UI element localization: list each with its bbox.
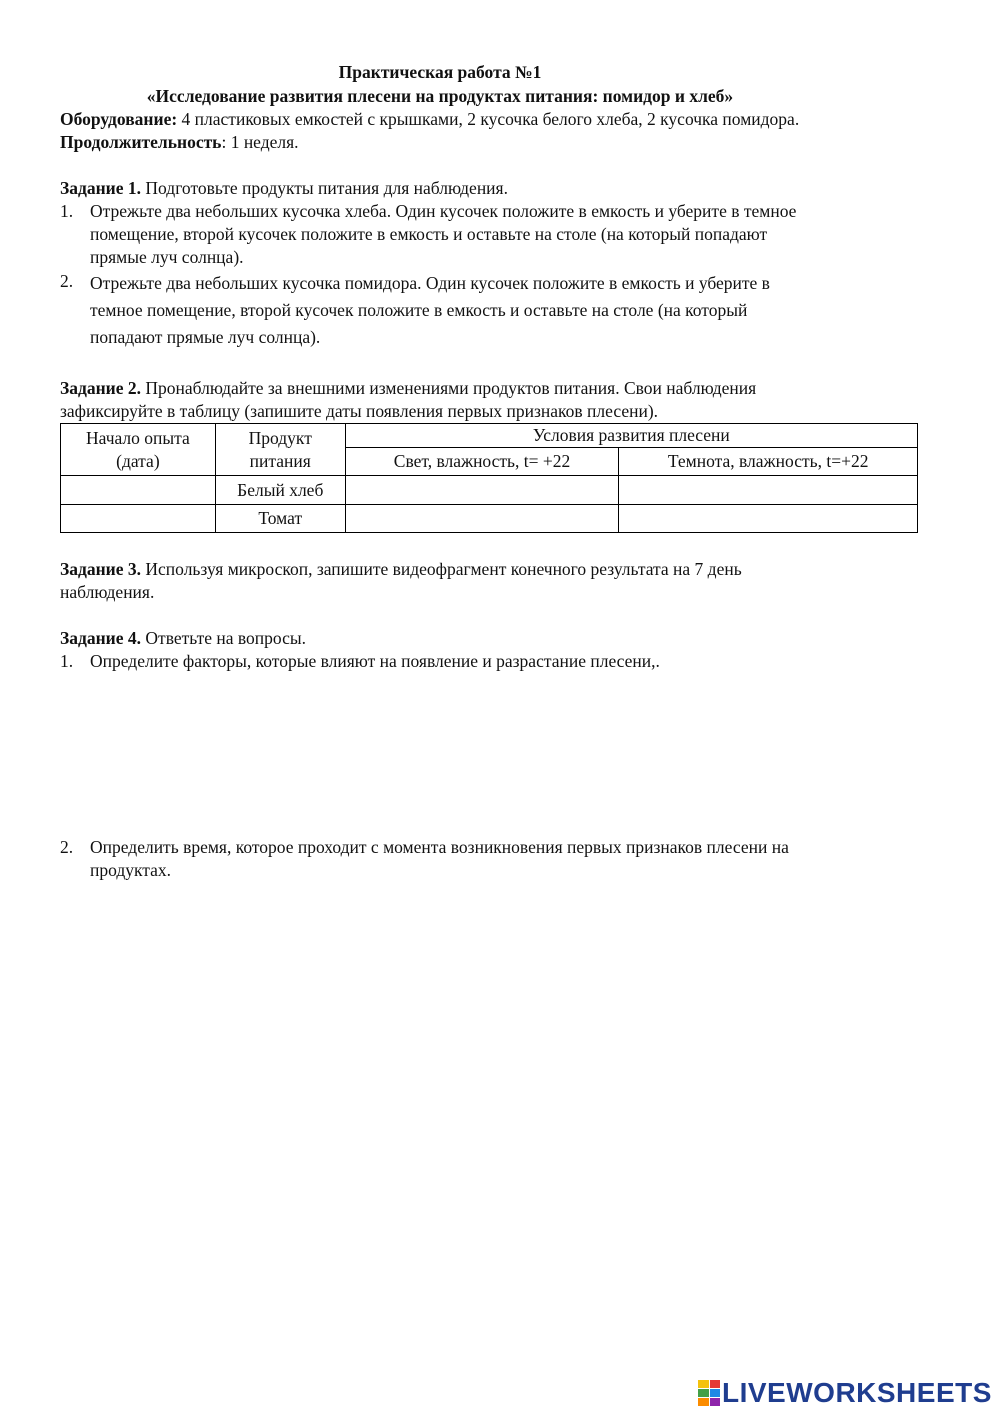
header-dark: Темнота, влажность, t=+22 bbox=[619, 448, 918, 476]
task1-item-number: 1. bbox=[60, 201, 74, 221]
header-product-line: Продукт bbox=[248, 427, 312, 448]
header-product-line: питания bbox=[249, 450, 311, 471]
header-conditions: Условия развития плесени bbox=[345, 424, 917, 448]
task1-item-line: темное помещение, второй кусочек положите в емкость и оставьте на столе (на который bbox=[90, 300, 748, 320]
task3-text-2: наблюдения. bbox=[60, 582, 155, 602]
cell-start-date-input[interactable] bbox=[61, 476, 216, 505]
duration-text: : 1 неделя. bbox=[221, 132, 299, 152]
task4-text: Ответьте на вопросы. bbox=[141, 628, 306, 648]
question-2-line: Определить время, которое проходит с момента возникновения первых признаков плесени на bbox=[90, 837, 789, 857]
liveworksheets-logo bbox=[698, 1376, 992, 1410]
equipment-label: Оборудование: bbox=[60, 109, 178, 129]
task1-item-line: Отрежьте два небольших кусочка помидора. Один кусочек положите в емкость и уберите в bbox=[90, 273, 770, 293]
task4-label: Задание 4. bbox=[60, 628, 142, 648]
page-title: Практическая работа №1 bbox=[338, 62, 542, 82]
task4-heading bbox=[60, 627, 306, 649]
page-subtitle: «Исследование развития плесени на продуктах питания: помидор и хлеб» bbox=[146, 86, 734, 106]
cell-dark-input[interactable] bbox=[619, 476, 918, 505]
task1-item-line: помещение, второй кусочек положите в емкость и оставьте на столе (на который попадают bbox=[90, 224, 768, 244]
observation-table bbox=[60, 423, 918, 533]
header-start-line: (дата) bbox=[116, 450, 160, 471]
cell-light-input[interactable] bbox=[345, 505, 619, 533]
task1-item bbox=[90, 270, 930, 351]
task2-heading bbox=[60, 377, 756, 399]
liveworksheets-logo-icon bbox=[698, 1380, 720, 1406]
row-product-label: Томат bbox=[215, 505, 345, 533]
task1-item-line: попадают прямые луч солнца). bbox=[90, 327, 321, 347]
task1-item bbox=[90, 200, 930, 269]
cell-start-date-input[interactable] bbox=[61, 505, 216, 533]
question-2 bbox=[90, 836, 930, 882]
task2-text-2: зафиксируйте в таблицу (запишите даты появления первых признаков плесени). bbox=[60, 401, 659, 421]
task1-item-number: 2. bbox=[60, 271, 74, 291]
header-start-line: Начало опыта bbox=[86, 427, 190, 448]
question-1: Определите факторы, которые влияют на появление и разрастание плесени,. bbox=[90, 651, 660, 671]
task3-label: Задание 3. bbox=[60, 559, 142, 579]
answer-area-1[interactable] bbox=[90, 680, 930, 830]
duration-line bbox=[60, 131, 299, 153]
task3-text: Используя микроскоп, запишите видеофрагмент конечного результата на 7 день bbox=[141, 559, 742, 579]
question-number: 2. bbox=[60, 837, 74, 857]
cell-dark-input[interactable] bbox=[619, 505, 918, 533]
task2-label: Задание 2. bbox=[60, 378, 142, 398]
question-number: 1. bbox=[60, 651, 74, 671]
task2-text: Пронаблюдайте за внешними изменениями продуктов питания. Свои наблюдения bbox=[141, 378, 757, 398]
task1-text: Подготовьте продукты питания для наблюдения. bbox=[141, 178, 508, 198]
header-start-date bbox=[61, 424, 216, 476]
liveworksheets-brand: LIVEWORKSHEETS bbox=[722, 1377, 992, 1408]
task1-item-line: прямые луч солнца). bbox=[90, 247, 244, 267]
question-2-line: продуктах. bbox=[90, 860, 172, 880]
row-product-label: Белый хлеб bbox=[215, 476, 345, 505]
task3-heading bbox=[60, 558, 742, 580]
task1-heading bbox=[60, 177, 508, 199]
header-product bbox=[215, 424, 345, 476]
duration-label: Продолжительность bbox=[60, 132, 222, 152]
header-light: Свет, влажность, t= +22 bbox=[345, 448, 619, 476]
task1-item-line: Отрежьте два небольших кусочка хлеба. Один кусочек положите в емкость и уберите в темное bbox=[90, 201, 797, 221]
equipment-line bbox=[60, 108, 799, 130]
task1-label: Задание 1. bbox=[60, 178, 142, 198]
equipment-text: 4 пластиковых емкостей с крышками, 2 кусочка белого хлеба, 2 кусочка помидора. bbox=[177, 109, 800, 129]
cell-light-input[interactable] bbox=[345, 476, 619, 505]
answer-area-2[interactable] bbox=[90, 890, 930, 1090]
